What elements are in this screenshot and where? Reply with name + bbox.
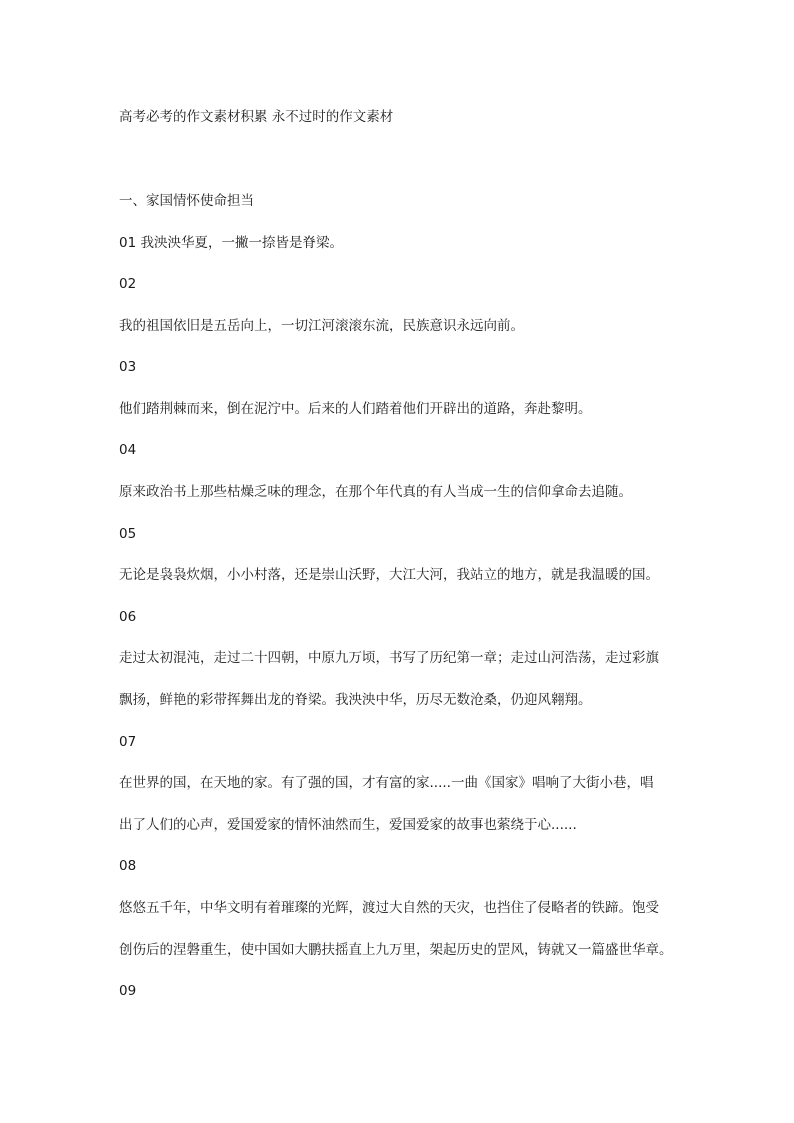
item-text: 悠悠五千年，中华文明有着璀璨的光辉，渡过大自然的天灾，也挡住了侵略者的铁蹄。饱受 — [119, 900, 659, 916]
item-number: 02 — [119, 276, 137, 292]
document-title: 高考必考的作文素材积累 永不过时的作文素材 — [119, 109, 394, 125]
item-number: 07 — [119, 734, 137, 750]
item-text: 在世界的国，在天地的家。有了强的国，才有富的家.....一曲《国家》唱响了大街小巷，唱 — [119, 775, 654, 791]
item-text: 他们踏荆棘而来，倒在泥泞中。后来的人们踏着他们开辟出的道路，奔赴黎明。 — [119, 401, 592, 417]
section-heading: 一、家国情怀使命担当 — [119, 193, 254, 209]
item-text: 飘扬，鲜艳的彩带挥舞出龙的脊梁。我泱泱中华，历尽无数沧桑，仍迎风翱翔。 — [119, 692, 592, 708]
item-text: 我的祖国依旧是五岳向上，一切江河滚滚东流，民族意识永远向前。 — [119, 318, 524, 334]
item-text: 出了人们的心声，爱国爱家的情怀油然而生，爱国爱家的故事也萦绕于心...... — [119, 817, 577, 833]
item-number: 05 — [119, 526, 137, 542]
item-text: 无论是袅袅炊烟，小小村落，还是崇山沃野，大江大河，我站立的地方，就是我温暖的国。 — [119, 567, 659, 583]
item-text: 创伤后的涅磐重生，使中国如大鹏扶摇直上九万里，架起历史的罡风，铸就又一篇盛世华章。 — [119, 942, 673, 958]
item-text: 原来政治书上那些枯燥乏味的理念，在那个年代真的有人当成一生的信仰拿命去追随。 — [119, 484, 632, 500]
item-01-text: 01 我泱泱华夏，一撇一捺皆是脊梁。 — [119, 235, 343, 251]
item-number: 06 — [119, 609, 137, 625]
item-number: 04 — [119, 442, 137, 458]
item-number: 08 — [119, 858, 137, 874]
item-number: 03 — [119, 359, 137, 375]
item-text: 走过太初混沌，走过二十四朝，中原九万顷，书写了历纪第一章；走过山河浩荡，走过彩旗 — [119, 650, 659, 666]
item-number: 09 — [119, 983, 137, 999]
